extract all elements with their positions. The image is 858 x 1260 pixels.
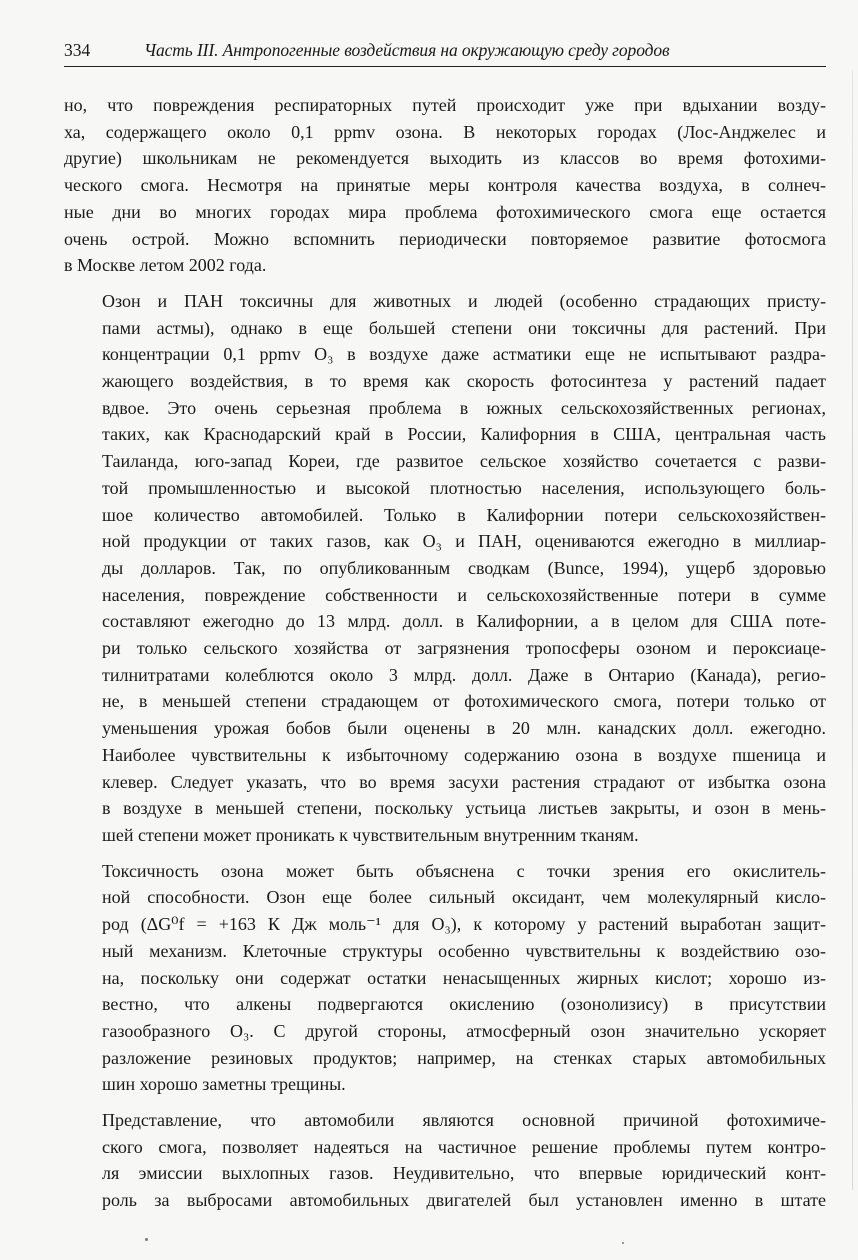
text-line: в воздухе в меньшей степени, поскольку устьица листьев закрыты, и озон в мень- bbox=[102, 798, 826, 819]
paragraph bbox=[64, 858, 826, 1098]
text-line: жающего воздействия, в то время как скорость фотосинтеза у растений падает bbox=[102, 371, 826, 392]
paragraph bbox=[64, 92, 826, 279]
text-line: уменьшения урожая бобов были оценены в 20 млн. канадских долл. ежегодно. bbox=[102, 718, 826, 739]
text-line: роль за выбросами автомобильных двигателей был установлен именно в штате bbox=[102, 1190, 826, 1211]
text-line: ческого смога. Несмотря на принятые меры контроля качества воздуха, в солнеч- bbox=[64, 175, 826, 196]
text-line: составляют ежегодно до 13 млрд. долл. в Калифорнии, а в целом для США поте- bbox=[102, 611, 826, 632]
text-line: населения, повреждение собственности и сельскохозяйственные потери в сумме bbox=[102, 584, 826, 605]
text-line: ри только сельского хозяйства от загрязнения тропосферы озоном и пероксиаце- bbox=[102, 638, 826, 659]
text-line: ды долларов. Так, по опубликованным сводкам (Bunce, 1994), ущерб здоровью bbox=[102, 557, 826, 578]
text-line: Озон и ПАН токсичны для животных и людей (особенно страдающих присту- bbox=[102, 290, 826, 311]
text-line: газообразного O₃. С другой стороны, атмосферный озон значительно ускоряет bbox=[102, 1020, 826, 1041]
text-line: ха, содержащего около 0,1 ppmv озона. В некоторых городах (Лос-Анджелес и bbox=[64, 121, 826, 142]
text-line: тилнитратами колеблются около 3 млрд. долл. Даже в Онтарио (Канада), регио- bbox=[102, 664, 826, 685]
text-line: ные дни во многих городах мира проблема фотохимического смога еще остается bbox=[64, 201, 826, 222]
text-line: род (ΔG⁰f = +163 К Дж моль⁻¹ для O₃), к которому у растений выработан защит- bbox=[102, 914, 826, 935]
text-line: ля эмиссии выхлопных газов. Неудивительно, что впервые юридический конт- bbox=[102, 1163, 826, 1184]
text-line: но, что повреждения респираторных путей происходит уже при вдыхании возду- bbox=[64, 95, 826, 115]
running-title: Часть III. Антропогенные воздействия на окружающую среду городов bbox=[144, 40, 670, 60]
text-line: шей степени может проникать к чувствительным внутренним тканям. bbox=[102, 824, 639, 845]
text-line: таких, как Краснодарский край в России, Калифорния в США, центральная часть bbox=[102, 424, 826, 445]
text-line: на, поскольку они содержат остатки ненасыщенных жирных кислот; хорошо из- bbox=[102, 967, 826, 988]
text-line: Таиланда, юго-запад Кореи, где развитое сельское хозяйство сочетается с разви- bbox=[102, 451, 826, 472]
scan-edge-shadow bbox=[852, 70, 853, 1190]
text-line: ского смога, позволяет надеяться на частичное решение проблемы путем контро- bbox=[102, 1136, 826, 1157]
text-line: Токсичность озона может быть объяснена с точки зрения его окислитель- bbox=[102, 860, 826, 881]
scan-speck bbox=[622, 1242, 624, 1244]
text-line: шое количество автомобилей. Только в Калифорнии потери сельскохозяйствен- bbox=[102, 504, 826, 525]
text-line: вдвое. Это очень серьезная проблема в южных сельскохозяйственных регионах, bbox=[102, 397, 826, 418]
text-line: очень острой. Можно вспомнить периодически повторяемое развитие фотосмога bbox=[64, 228, 826, 249]
text-line: клевер. Следует указать, что во время засухи растения страдают от избытка озона bbox=[102, 771, 826, 792]
text-line: в Москве летом 2002 года. bbox=[64, 255, 267, 276]
text-line: Наиболее чувствительны к избыточному содержанию озона в воздухе пшеница и bbox=[102, 744, 826, 765]
text-line: ной продукции от таких газов, как O₃ и ПАН, оцениваются ежегодно в миллиар- bbox=[102, 531, 826, 552]
header-rule bbox=[64, 66, 826, 67]
text-line: не, в меньшей степени страдающем от фотохимического смога, потери только от bbox=[102, 691, 826, 712]
text-line: ный механизм. Клеточные структуры особенно чувствительны к воздействию озо- bbox=[102, 940, 826, 961]
text-line: концентрации 0,1 ppmv O₃ в воздухе даже астматики еще не испытывают раздра- bbox=[102, 344, 826, 365]
paragraph bbox=[64, 288, 826, 849]
running-header bbox=[64, 37, 826, 63]
text-line: той промышленностью и высокой плотностью населения, использующего боль- bbox=[102, 477, 826, 498]
text-line: ной способности. Озон еще более сильный оксидант, чем молекулярный кисло- bbox=[102, 887, 826, 908]
paragraph bbox=[64, 1107, 826, 1214]
body-text bbox=[64, 92, 826, 1214]
text-line: шин хорошо заметны трещины. bbox=[102, 1074, 346, 1095]
text-line: вестно, что алкены подвергаются окислению (озонолизису) в присутствии bbox=[102, 994, 826, 1015]
text-line: разложение резиновых продуктов; например, на стенках старых автомобильных bbox=[102, 1047, 826, 1068]
text-line: Представление, что автомобили являются основной причиной фотохимиче- bbox=[102, 1110, 826, 1131]
scan-speck bbox=[145, 1238, 148, 1241]
text-line: другие) школьникам не рекомендуется выходить из классов во время фотохими- bbox=[64, 148, 826, 169]
page-number: 334 bbox=[64, 40, 91, 60]
text-line: пами астмы), однако в еще большей степени они токсичны для растений. При bbox=[102, 317, 826, 338]
